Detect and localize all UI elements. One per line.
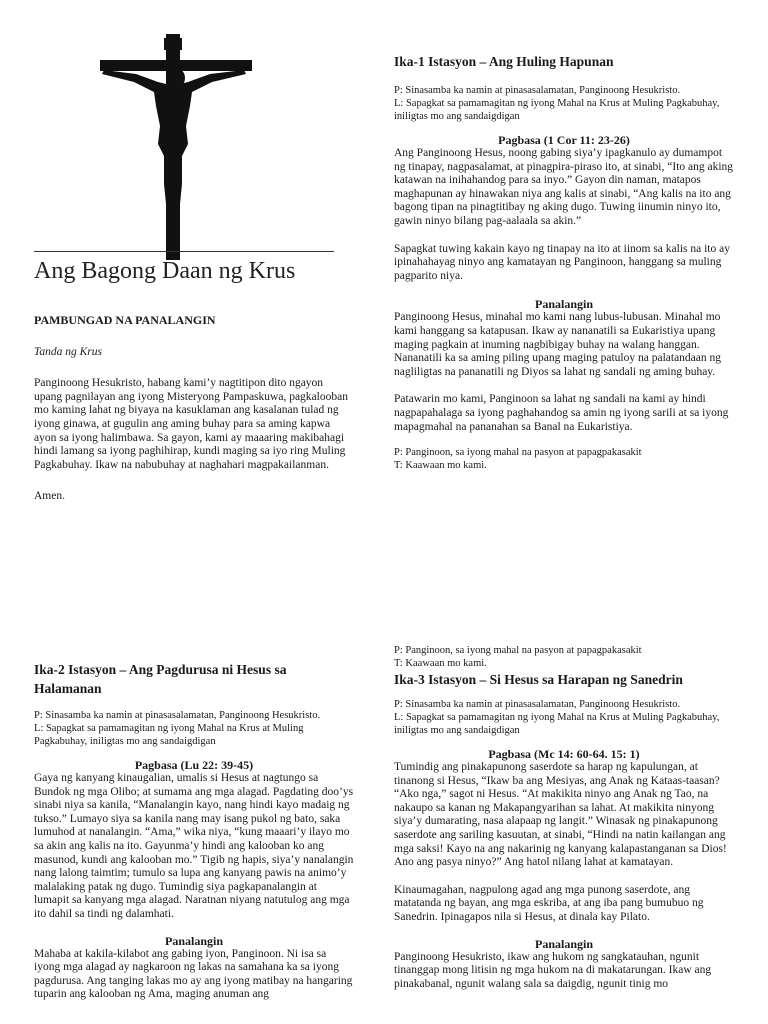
station-2-reading-p1: Gaya ng kanyang kinaugalian, umalis si Hesus at nagtungo sa Bundok ng mga Olibo; at sumama ang mga alagad. Pagdating doo’ys sinabi niya sa kanila, “Manalangin kayo, nang hindi kayo madaig ng tukso.” Lumayo siya sa kanila nang may isang pukol ng bato, saka lumuhod at nanalangin. “Ama,” wika niya, “kung maaari’y ilayo mo sa akin ang kalis na ito. Gayunma’y hindi ang kalooban ko ang masunod, kundi ang kalooban mo.” Tigib ng hapis, siya’y nanalangin nang lalong taimtim; tumulo sa lupa ang kanyang pawis na animo’y malalaking patak ng dugo. Tumindig siya pagkapanalangin at lumapit sa kanyang mga alagad. Naratnan niyang natutulog ang mga ito dahil sa tindi ng dalamhati.	[34, 772, 354, 920]
document-title: Ang Bagong Daan ng Krus	[34, 258, 296, 284]
sign-of-cross: Tanda ng Krus	[34, 345, 102, 358]
opening-heading: PAMBUNGAD NA PANALANGIN	[34, 313, 216, 327]
station-2-reading-heading: Pagbasa (Lu 22: 39-45)	[134, 758, 254, 772]
station-3-people: L: Sapagkat sa pamamagitan ng iyong Mahal na Krus at Muling Pagkabuhay, iniligtas mo ang sandaigdigan	[394, 712, 720, 736]
station-2-priest: P: Sinasamba ka namin at pinasasalamatan, Panginoong Hesukristo.	[34, 710, 321, 721]
station-2-closing-p: P: Panginoon, sa iyong mahal na pasyon at papagpakasakit	[394, 645, 642, 656]
station-1-people: L: Sapagkat sa pamamagitan ng iyong Mahal na Krus at Muling Pagkabuhay, iniligtas mo ang sandaigdigan	[394, 98, 720, 122]
station-1-prayer-p1: Panginoong Hesus, minahal mo kami nang lubus-lubusan. Minahal mo kami hanggang sa katapusan. Ikaw ay nananatili sa Eukaristiya upang maging pagkain at inuming nagbibigay buhay na walang hanggan. Nananatili ka sa aming piling upang maging patuloy na palatandaan ng nagliligtas na pananatili ng Diyos sa lahat ng sandali ng aming buhay.	[394, 311, 722, 378]
station-3-prayer-heading: Panalangin	[534, 936, 594, 951]
station-3-title: Ika-3 Istasyon – Si Hesus sa Harapan ng Sanedrin	[394, 672, 683, 687]
station-1-prayer-heading: Panalangin	[534, 297, 594, 312]
station-2-prayer-heading: Panalangin	[164, 933, 224, 948]
station-1-closing-p: P: Panginoon, sa iyong mahal na pasyon at papagpakasakit	[394, 447, 642, 459]
station-1-title: Ika-1 Istasyon – Ang Huling Hapunan	[394, 54, 614, 69]
title-rule	[34, 251, 334, 252]
crucifix-icon	[96, 34, 256, 260]
station-1-reading-p1: Ang Panginoong Hesus, noong gabing siya’y ipagkanulo ay dumampot ng tinapay, nagpasalamat, at pinagpira-piraso ito, at sinabi, “Ito ang aking katawan na inihahandog para sa inyo.” Gayon din naman, matapos maghapunan ay hinawakan niya ang kalis at sinabi, “Ang kalis na ito ang bagong tipan na pinagtitibay ng aking dugo. Tuwing iinumin ninyo ito, gawin ninyo bilang pag-aalaala sa akin.”	[394, 147, 734, 227]
station-1-prayer-p2: Patawarin mo kami, Panginoon sa lahat ng sandali na kami ay hindi nagpapahalaga sa iyong paghahandog sa amin ng iyong sarili at sa iyong mapagmahal na pananahan sa Banal na Eukaristiya.	[394, 393, 729, 433]
station-1-closing-t: T: Kaawaan mo kami.	[394, 460, 487, 472]
opening-prayer: Panginoong Hesukristo, habang kami’y nagtitipon dito ngayon upang pagnilayan ang iyong Misteryong Pampaskuwa, pagkalooban mo kaming lahat ng biyaya na kasuklaman ang kasalanan tulad ng iyong ginawa, at gugulin ang aming buhay para sa aming kapwa ayon sa iyong halimbawa. Sa gayon, kami ay maaaring makibahagi hindi lamang sa iyong paghihirap, kundi maging sa iyo ring Muling Pagkabuhay. Ikaw na nabubuhay at naghahari magpakailanman.	[34, 377, 348, 471]
opening-section	[34, 314, 354, 504]
station-3-reading-p1: Tumindig ang pinakapunong saserdote sa harap ng kapulungan, at tinanong si Hesus, “Ikaw ba ang Mesiyas, ang Anak ng Kataas-taasan? “Ako nga,” sagot ni Hesus. “At makikita ninyo ang Anak ng Tao, na nakaupo sa kanan ng Makapangyarihan sa lahat. At makikita ninyong siya’y dumarating, nasa alapaap ng langit.” Winasak ng pinakapunong saserdote ang sariling kasuutan, at sinabi, “Hindi na natin kailangan ang mga saksi! Kayo na ang nakarinig ng kanyang kalapastanganan sa Dios! Ano ang pasya ninyo?” Ang hatol nilang lahat at kamatayan.	[394, 761, 727, 869]
station-2-people: L: Sapagkat sa pamamagitan ng iyong Mahal na Krus at Muling Pagkabuhay, iniligtas mo ang sandaigdigan	[34, 723, 304, 747]
station-1-reading-heading: Pagbasa (1 Cor 11: 23-26)	[498, 133, 630, 147]
station-3-priest: P: Sinasamba ka namin at pinasasalamatan, Panginoong Hesukristo.	[394, 699, 681, 710]
station-1	[394, 52, 734, 472]
station-3	[394, 644, 734, 991]
station-2-title: Ika-2 Istasyon – Ang Pagdurusa ni Hesus sa Halamanan	[34, 662, 287, 696]
station-1-priest: P: Sinasamba ka namin at pinasasalamatan, Panginoong Hesukristo.	[394, 85, 681, 96]
station-3-prayer-p1: Panginoong Hesukristo, ikaw ang hukom ng sangkatauhan, ngunit tinanggap mong litisin ng mga hukom na di makatarungan. Ikaw ang pinakabanal, ngunit walang sala sa daigdig, ngunit tinig mo	[394, 950, 712, 990]
station-3-reading-heading: Pagbasa (Mc 14: 60-64. 15: 1)	[488, 747, 640, 761]
station-2-prayer-p1: Mahaba at kakila-kilabot ang gabing iyon, Panginoon. Ni isa sa iyong mga alagad ay nagkaroon ng lakas na samahana ka sa iyong pagdurusa. Ang tanging lakas mo ay ang iyong matibay na hangaring tuparin ang kalooban ng Ama, maging anuman ang	[34, 947, 353, 1001]
station-2-closing-t: T: Kaawaan mo kami.	[394, 658, 487, 669]
station-1-reading-p2: Sapagkat tuwing kakain kayo ng tinapay na ito at iinom sa kalis na ito ay ipinahahayag ninyo ang kamatayan ng Panginoon, hanggang sa muling pagparito niya.	[394, 242, 730, 282]
station-2	[34, 660, 354, 1002]
station-3-reading-p2: Kinaumagahan, nagpulong agad ang mga punong saserdote, ang matatanda ng bayan, ang mga eskriba, at ang iba pang bumubuo ng Sanedrin. Ipinagapos nila si Hesus, at dinala kay Pilato.	[394, 883, 704, 923]
amen: Amen.	[34, 490, 65, 503]
